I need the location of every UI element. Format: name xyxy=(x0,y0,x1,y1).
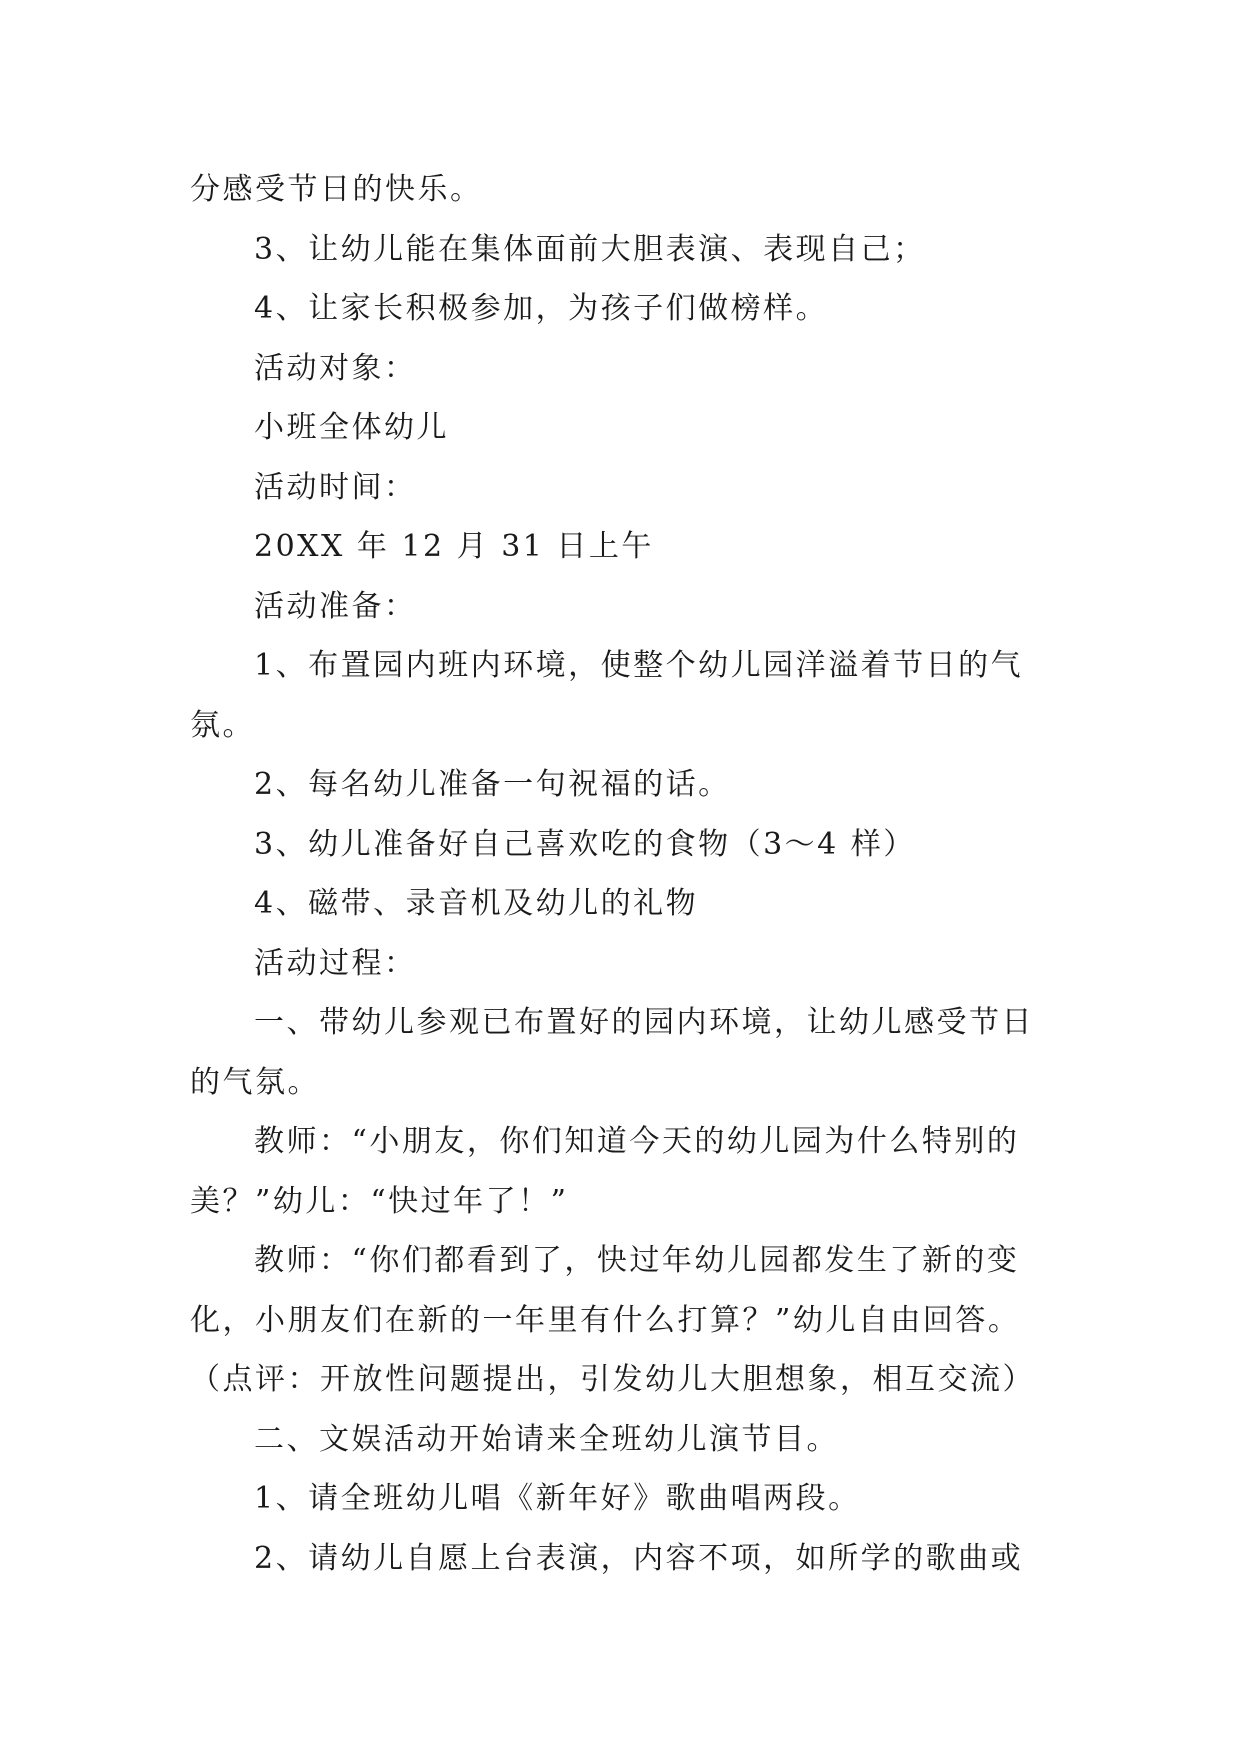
paragraph: 4、让家长积极参加，为孩子们做榜样。 xyxy=(254,291,829,326)
paragraph: 1、布置园内班内环境，使整个幼儿园洋溢着节日的气氛。 xyxy=(190,648,1024,743)
paragraph: 3、让幼儿能在集体面前大胆表演、表现自己； xyxy=(254,231,926,267)
paragraph: 3、幼儿准备好自己喜欢吃的食物（3～4 样） xyxy=(254,826,916,862)
paragraph: 一、带幼儿参观已布置好的园内环境，让幼儿感受节日的气氛。 xyxy=(190,1005,1034,1100)
section-heading: 活动对象： xyxy=(254,350,417,386)
paragraph: 教师：“小朋友，你们知道今天的幼儿园为什么特别的美？”幼儿：“快过年了！” xyxy=(190,1124,1020,1219)
paragraph: 20XX 年 12 月 31 日上午 xyxy=(254,529,654,564)
paragraph: 二、文娱活动开始请来全班幼儿演节目。 xyxy=(254,1421,839,1457)
paragraph: 4、磁带、录音机及幼儿的礼物 xyxy=(254,886,699,921)
section-heading: 活动过程： xyxy=(254,945,417,981)
section-heading: 活动时间： xyxy=(254,469,417,505)
section-heading: 活动准备： xyxy=(254,588,417,624)
document-body xyxy=(190,160,1050,1588)
paragraph: 小班全体幼儿 xyxy=(254,410,449,445)
paragraph: 2、请幼儿自愿上台表演，内容不项，如所学的歌曲或 xyxy=(254,1540,1024,1576)
paragraph: 2、每名幼儿准备一句祝福的话。 xyxy=(254,767,731,802)
paragraph: 1、请全班幼儿唱《新年好》歌曲唱两段。 xyxy=(254,1481,861,1516)
paragraph: 教师：“你们都看到了，快过年幼儿园都发生了新的变化，小朋友们在新的一年里有什么打算？”幼儿自由回答。（点评：开放性问题提出，引发幼儿大胆想象，相互交流） xyxy=(190,1243,1035,1397)
paragraph: 分感受节日的快乐。 xyxy=(190,172,483,207)
